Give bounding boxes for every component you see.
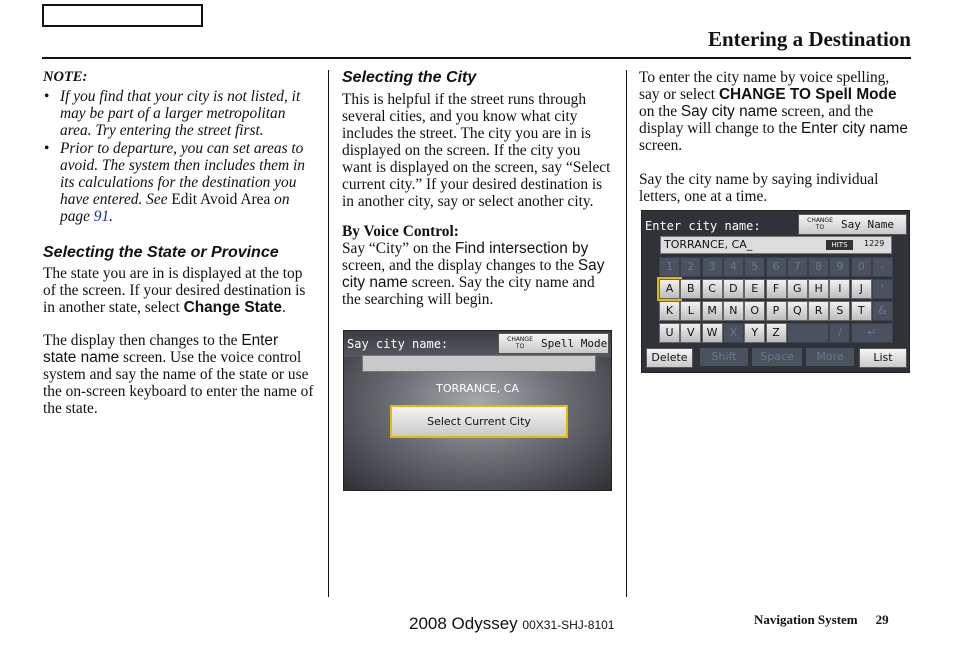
state-p1-end: . bbox=[281, 299, 286, 316]
key-3-row_digits-2: 3 bbox=[702, 257, 723, 277]
hits-value: 1229 bbox=[864, 239, 885, 248]
header-box bbox=[42, 4, 203, 27]
state-p1-text: The state you are in is displayed at the top of the screen. If your desired destination is in another state, select bbox=[43, 265, 306, 316]
screen-1-title: Say city name: bbox=[347, 337, 449, 351]
state-p2-text: The display then changes to the bbox=[43, 332, 238, 349]
key-E-row1-4[interactable]: E bbox=[744, 279, 765, 299]
spell-p1-end: screen. bbox=[639, 137, 683, 154]
hits-label: HITS bbox=[826, 240, 853, 250]
key-T-row2-9[interactable]: T bbox=[851, 301, 872, 321]
screen-2-title: Enter city name: bbox=[645, 219, 761, 233]
column-divider-1 bbox=[328, 70, 329, 597]
spell-p1-on-the: on the bbox=[639, 103, 678, 120]
say-city-name-screen bbox=[343, 330, 612, 491]
city-heading: Selecting the City bbox=[342, 69, 477, 86]
change-label-top: CHANGE bbox=[507, 336, 533, 343]
enter-city-name-screen bbox=[641, 210, 910, 373]
change-label-bottom-2: TO bbox=[815, 224, 825, 231]
key-Q-row2-6[interactable]: Q bbox=[787, 301, 808, 321]
key-7-row_digits-6: 7 bbox=[787, 257, 808, 277]
column-divider-2 bbox=[626, 70, 627, 597]
bullet-2-text: Prior to departure, you can set areas to avoid. The system then includes them in its calculations for the destination you have entered. See bbox=[60, 140, 305, 208]
say-city-name-ref-2: Say city name bbox=[680, 103, 778, 120]
key-Z-row3-5[interactable]: Z bbox=[766, 323, 787, 343]
state-p2-rest: screen. Use the voice control system and say the name of the state or use the on-screen keyboard to enter the name of the state. bbox=[43, 349, 314, 417]
key-L-row2-1[interactable]: L bbox=[680, 301, 701, 321]
bullet-2-end: . bbox=[109, 208, 114, 225]
edit-avoid-area-ref: Edit Avoid Area bbox=[171, 191, 271, 208]
key-blank-row3-6 bbox=[787, 323, 829, 343]
city-p2-mid: screen, and the display changes to the bbox=[342, 257, 575, 274]
change-to-spell-mode-button[interactable] bbox=[498, 333, 609, 354]
key-V-row3-1[interactable]: V bbox=[680, 323, 701, 343]
key-M-row2-2[interactable]: M bbox=[702, 301, 723, 321]
bullet-1-text: If you find that your city is not listed, it may be part of a larger metropolitan area. Try entering the street first. bbox=[60, 88, 301, 139]
change-label-top-2: CHANGE bbox=[807, 217, 833, 224]
key-5-row_digits-4: 5 bbox=[744, 257, 765, 277]
column-2 bbox=[342, 69, 614, 308]
key-9-row_digits-8: 9 bbox=[829, 257, 850, 277]
key-sym-row1-10: ' bbox=[872, 279, 893, 299]
page-91-link[interactable]: 91 bbox=[93, 208, 110, 225]
key-sym-row_digits-10: - bbox=[872, 257, 893, 277]
spell-paragraph-1 bbox=[639, 69, 911, 154]
key-4-row_digits-3: 4 bbox=[723, 257, 744, 277]
key-8-row_digits-7: 8 bbox=[808, 257, 829, 277]
key-U-row3-0[interactable]: U bbox=[659, 323, 680, 343]
shift-button[interactable]: Shift bbox=[700, 348, 748, 366]
key-K-row2-0[interactable]: K bbox=[659, 301, 680, 321]
key-N-row2-3[interactable]: N bbox=[723, 301, 744, 321]
header-rule bbox=[42, 57, 911, 59]
note-bullet-1 bbox=[43, 88, 315, 139]
footer-nav bbox=[754, 612, 889, 628]
key-S-row2-8[interactable]: S bbox=[829, 301, 850, 321]
key-B-row1-1[interactable]: B bbox=[680, 279, 701, 299]
change-label-bottom: TO bbox=[515, 343, 525, 350]
find-intersection-ref: Find intersection by bbox=[454, 240, 589, 257]
key-Y-row3-4[interactable]: Y bbox=[744, 323, 765, 343]
select-current-city-button[interactable]: Select Current City bbox=[390, 405, 568, 438]
key-sym-row3-9: ↵ bbox=[851, 323, 893, 343]
key-G-row1-6[interactable]: G bbox=[787, 279, 808, 299]
city-paragraph-2 bbox=[342, 240, 614, 308]
space-button[interactable]: Space bbox=[752, 348, 802, 366]
key-2-row_digits-1: 2 bbox=[680, 257, 701, 277]
key-sym-row3-8: / bbox=[829, 323, 850, 343]
key-I-row1-8[interactable]: I bbox=[829, 279, 850, 299]
key-D-row1-3[interactable]: D bbox=[723, 279, 744, 299]
change-to-label bbox=[502, 336, 538, 350]
note-label: NOTE: bbox=[43, 69, 88, 85]
city-p2-text: Say “City” on the bbox=[342, 240, 451, 257]
city-input-value: TORRANCE, CA_ bbox=[664, 238, 753, 251]
key-W-row3-2[interactable]: W bbox=[702, 323, 723, 343]
more-button[interactable]: More bbox=[806, 348, 854, 366]
state-paragraph-2 bbox=[43, 332, 315, 417]
key-6-row_digits-5: 6 bbox=[766, 257, 787, 277]
footer-model bbox=[409, 614, 614, 634]
city-paragraph-1: This is helpful if the street runs through several cities, and you know what city includes the street. The city you are in is displayed on the screen. If the city you want is displayed on the screen, say “Select current city.” If your desired destination is in another city, say or select another city. bbox=[342, 91, 611, 210]
footer-section-name: Navigation System bbox=[754, 612, 858, 627]
key-H-row1-7[interactable]: H bbox=[808, 279, 829, 299]
key-0-row_digits-9: 0 bbox=[851, 257, 872, 277]
spell-mode-label: Spell Mode bbox=[541, 337, 608, 350]
key-F-row1-5[interactable]: F bbox=[766, 279, 787, 299]
delete-button[interactable]: Delete bbox=[646, 348, 693, 368]
spell-p1-mid: screen, and the display will change to the bbox=[639, 103, 874, 137]
state-paragraph-1 bbox=[43, 265, 315, 316]
key-C-row1-2[interactable]: C bbox=[702, 279, 723, 299]
change-state-ref: Change State bbox=[183, 299, 282, 316]
voice-control-heading: By Voice Control: bbox=[342, 223, 459, 240]
say-name-label: Say Name bbox=[841, 218, 894, 231]
key-J-row1-9[interactable]: J bbox=[851, 279, 872, 299]
key-1-row_digits-0: 1 bbox=[659, 257, 680, 277]
key-sym-row2-10: & bbox=[872, 301, 893, 321]
current-city-display: TORRANCE, CA bbox=[436, 382, 519, 395]
model-name: 2008 Odyssey bbox=[409, 614, 518, 633]
enter-city-name-ref: Enter city name bbox=[801, 120, 908, 137]
change-to-spell-mode-ref: CHANGE TO Spell Mode bbox=[718, 86, 897, 103]
city-name-input-bar[interactable] bbox=[362, 355, 596, 372]
page-title: Entering a Destination bbox=[707, 27, 911, 51]
key-P-row2-5[interactable]: P bbox=[766, 301, 787, 321]
key-A-row1-0[interactable]: A bbox=[659, 279, 680, 299]
state-heading: Selecting the State or Province bbox=[43, 244, 279, 261]
bullet-2-on-page: on page bbox=[60, 191, 290, 225]
key-R-row2-7[interactable]: R bbox=[808, 301, 829, 321]
model-code: 00X31-SHJ-8101 bbox=[522, 618, 615, 632]
enter-state-name-ref: Enter state name bbox=[43, 332, 279, 366]
list-button[interactable]: List bbox=[859, 348, 907, 368]
city-p2-end: screen. Say the city name and the searching will begin. bbox=[342, 274, 595, 308]
column-3 bbox=[639, 69, 911, 205]
page-number: 29 bbox=[875, 612, 889, 627]
note-bullet-2 bbox=[43, 140, 315, 225]
say-city-name-ref: Say city name bbox=[342, 257, 605, 291]
column-1 bbox=[43, 69, 315, 417]
key-O-row2-4[interactable]: O bbox=[744, 301, 765, 321]
key-X-row3-3: X bbox=[723, 323, 744, 343]
spell-paragraph-2: Say the city name by saying individual letters, one at a time. bbox=[639, 171, 879, 205]
spell-p1-text: To enter the city name by voice spelling, say or select bbox=[639, 69, 890, 103]
